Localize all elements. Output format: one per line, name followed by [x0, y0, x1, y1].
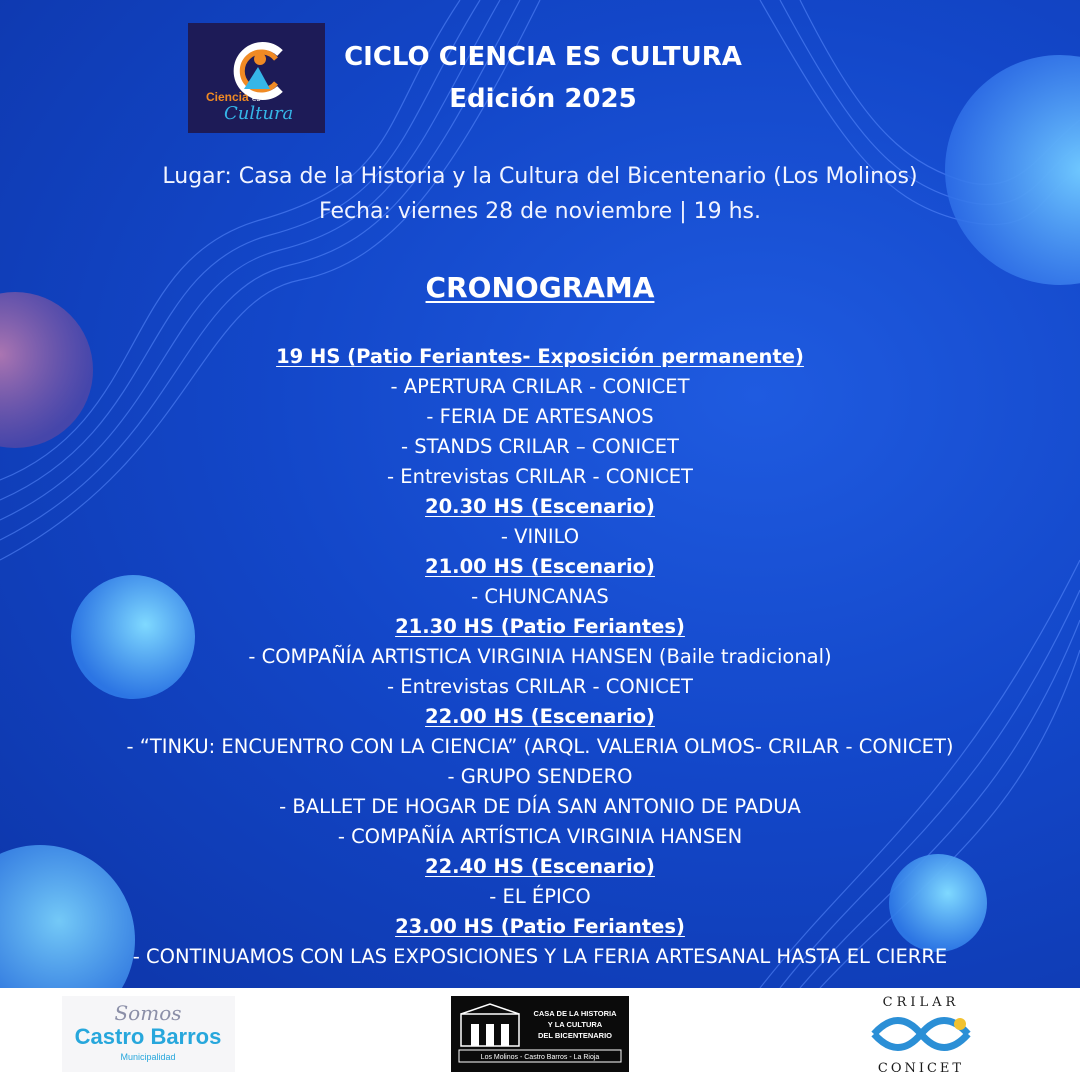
schedule-time-heading: 19 HS (Patio Feriantes- Exposición permanente) [276, 345, 804, 368]
event-location: Lugar: Casa de la Historia y la Cultura del Bicentenario (Los Molinos) [162, 164, 918, 189]
logo-castro-barros: Castro Barros [74, 1024, 222, 1049]
schedule-item: - CONTINUAMOS CON LAS EXPOSICIONES Y LA FERIA ARTESANAL HASTA EL CIERRE [132, 945, 948, 968]
logo-casa-line1: CASA DE LA HISTORIA [533, 1009, 617, 1018]
logo-municipalidad: Municipalidad [120, 1052, 176, 1062]
schedule-time-heading: 22.00 HS (Escenario) [425, 705, 655, 728]
logo-word-es: es [252, 94, 261, 103]
schedule-item: - VINILO [500, 525, 580, 548]
schedule-item: - Entrevistas CRILAR - CONICET [387, 675, 693, 698]
logo-somos: Somos [114, 1001, 182, 1025]
schedule-item: - BALLET DE HOGAR DE DÍA SAN ANTONIO DE PADUA [279, 795, 801, 818]
schedule-item: - STANDS CRILAR – CONICET [401, 435, 679, 458]
ciencia-es-cultura-logo [188, 23, 325, 133]
crilar-conicet-logo [860, 990, 982, 1078]
logo-conicet: CONICET [877, 1061, 965, 1076]
logo-casa-location: Los Molinos - Castro Barros - La Rioja [480, 1054, 600, 1061]
schedule-time-heading: 22.40 HS (Escenario) [425, 855, 655, 878]
schedule-list [0, 342, 1080, 972]
schedule-item: - “TINKU: ENCUENTRO CON LA CIENCIA” (ARQL. VALERIA OLMOS- CRILAR - CONICET) [126, 735, 954, 758]
logo-casa-line3: DEL BICENTENARIO [537, 1031, 613, 1040]
castro-barros-logo [62, 996, 235, 1072]
schedule-item: - CHUNCANAS [471, 585, 609, 608]
schedule-item: - FERIA DE ARTESANOS [426, 405, 654, 428]
schedule-item: - EL ÉPICO [489, 885, 591, 908]
logo-word-cultura: Cultura [224, 103, 294, 124]
schedule-title: CRONOGRAMA [425, 271, 655, 304]
logo-casa-line2: Y LA CULTURA [547, 1020, 603, 1029]
schedule-item: - APERTURA CRILAR - CONICET [390, 375, 690, 398]
schedule-item: - COMPAÑÍA ARTÍSTICA VIRGINIA HANSEN [337, 825, 743, 848]
schedule-time-heading: 20.30 HS (Escenario) [425, 495, 655, 518]
schedule-item: - Entrevistas CRILAR - CONICET [387, 465, 693, 488]
logo-crilar: CRILAR [882, 995, 960, 1010]
footer-logos [0, 988, 1080, 1080]
schedule-time-heading: 21.30 HS (Patio Feriantes) [395, 615, 685, 638]
event-date: Fecha: viernes 28 de noviembre | 19 hs. [319, 199, 761, 224]
event-edition: Edición 2025 [449, 84, 637, 114]
event-title: CICLO CIENCIA ES CULTURA [344, 42, 742, 72]
casa-historia-logo [451, 996, 629, 1072]
schedule-item: - GRUPO SENDERO [447, 765, 633, 788]
schedule-item: - COMPAÑÍA ARTISTICA VIRGINIA HANSEN (Baile tradicional) [248, 645, 832, 668]
schedule-time-heading: 21.00 HS (Escenario) [425, 555, 655, 578]
logo-word-ciencia: Ciencia [206, 90, 249, 104]
schedule-time-heading: 23.00 HS (Patio Feriantes) [395, 915, 685, 938]
